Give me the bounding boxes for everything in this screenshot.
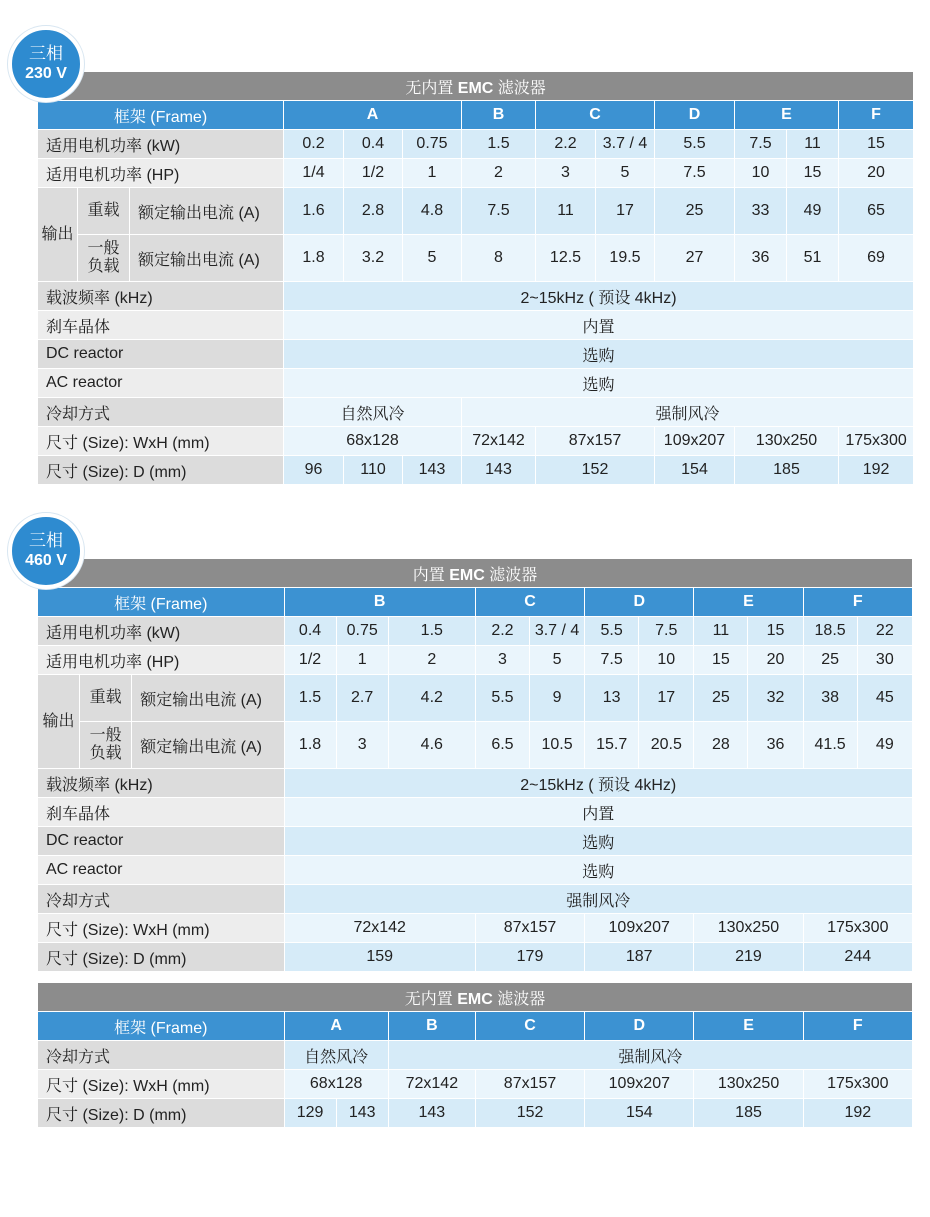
table-title-row [38, 72, 914, 101]
kw-row [38, 617, 913, 646]
normal-current-value: 12.5 [536, 235, 596, 282]
cooling-forced: 强制风冷 [284, 885, 913, 914]
voltage-badge-460 [8, 513, 84, 589]
hp-value: 1/2 [344, 159, 403, 188]
depth-row [38, 456, 914, 485]
ac-reactor-value: 选购 [284, 369, 914, 398]
frame-b: B [388, 1012, 475, 1041]
frame-f: F [803, 1012, 912, 1041]
frame-c: C [475, 588, 584, 617]
spec-table-460v-no-emc [37, 982, 913, 1128]
wxh-value: 72x142 [462, 427, 536, 456]
hp-value: 15 [787, 159, 839, 188]
hp-value: 20 [839, 159, 914, 188]
normal-current-value: 15.7 [585, 722, 639, 769]
wxh-value: 109x207 [585, 1070, 694, 1099]
frame-d: D [585, 1012, 694, 1041]
normal-current-value: 10.5 [530, 722, 585, 769]
kw-label: 适用电机功率 (kW) [38, 617, 285, 646]
hp-label: 适用电机功率 (HP) [38, 159, 284, 188]
wxh-label: 尺寸 (Size): WxH (mm) [38, 1070, 285, 1099]
kw-value: 22 [857, 617, 912, 646]
normal-current-value: 5 [403, 235, 462, 282]
depth-value: 96 [284, 456, 344, 485]
kw-value: 15 [748, 617, 803, 646]
wxh-value: 87x157 [536, 427, 655, 456]
table-title: 无内置 EMC 滤波器 [38, 72, 914, 101]
hp-value: 1 [336, 646, 388, 675]
heavy-current-value: 33 [735, 188, 787, 235]
kw-value: 1.5 [388, 617, 475, 646]
hp-value: 5 [530, 646, 585, 675]
brake-value: 内置 [284, 798, 913, 827]
wxh-label: 尺寸 (Size): WxH (mm) [38, 427, 284, 456]
heavy-duty-label: 重载 [78, 188, 130, 235]
rated-current-label: 额定输出电流 (A) [132, 675, 284, 722]
wxh-row [38, 914, 913, 943]
hp-value: 3 [536, 159, 596, 188]
ac-reactor-row [38, 369, 914, 398]
heavy-current-value: 9 [530, 675, 585, 722]
depth-value: 143 [388, 1099, 475, 1128]
table-title-row [38, 983, 913, 1012]
wxh-value: 72x142 [388, 1070, 475, 1099]
depth-value: 143 [336, 1099, 388, 1128]
depth-value: 152 [536, 456, 655, 485]
frame-label: 框架 (Frame) [38, 1012, 285, 1041]
hp-value: 2 [462, 159, 536, 188]
heavy-current-value: 17 [639, 675, 694, 722]
hp-value: 25 [803, 646, 857, 675]
wxh-label: 尺寸 (Size): WxH (mm) [38, 914, 285, 943]
cooling-natural: 自然风冷 [284, 398, 462, 427]
depth-value: 185 [735, 456, 839, 485]
heavy-current-value: 17 [596, 188, 655, 235]
heavy-current-value: 1.5 [284, 675, 336, 722]
kw-value: 2.2 [536, 130, 596, 159]
brake-label: 刹车晶体 [38, 311, 284, 340]
wxh-value: 109x207 [655, 427, 735, 456]
dc-reactor-row [38, 827, 913, 856]
carrier-value: 2~15kHz ( 预设 4kHz) [284, 769, 913, 798]
depth-value: 219 [694, 943, 803, 972]
frame-c: C [475, 1012, 584, 1041]
frame-c: C [536, 101, 655, 130]
wxh-value: 72x142 [284, 914, 475, 943]
depth-label: 尺寸 (Size): D (mm) [38, 1099, 285, 1128]
brake-row [38, 311, 914, 340]
wxh-value: 175x300 [803, 1070, 912, 1099]
frame-row [38, 1012, 913, 1041]
ac-reactor-row [38, 856, 913, 885]
hp-value: 7.5 [585, 646, 639, 675]
brake-label: 刹车晶体 [38, 798, 285, 827]
frame-f: F [839, 101, 914, 130]
heavy-current-value: 2.8 [344, 188, 403, 235]
cooling-forced: 强制风冷 [462, 398, 914, 427]
dc-reactor-value: 选购 [284, 340, 914, 369]
voltage-badge-230 [8, 26, 84, 102]
kw-value: 0.4 [344, 130, 403, 159]
heavy-current-value: 4.8 [403, 188, 462, 235]
ac-reactor-label: AC reactor [38, 369, 284, 398]
normal-current-value: 49 [857, 722, 912, 769]
normal-duty-row [38, 235, 914, 282]
depth-value: 159 [284, 943, 475, 972]
hp-value: 2 [388, 646, 475, 675]
heavy-current-value: 49 [787, 188, 839, 235]
normal-duty-label [78, 235, 130, 282]
normal-current-value: 41.5 [803, 722, 857, 769]
dc-reactor-label: DC reactor [38, 827, 285, 856]
heavy-current-value: 45 [857, 675, 912, 722]
spec-table-230v [37, 71, 914, 485]
brake-value: 内置 [284, 311, 914, 340]
kw-value: 15 [839, 130, 914, 159]
carrier-row [38, 282, 914, 311]
frame-label: 框架 (Frame) [38, 588, 285, 617]
depth-value: 192 [839, 456, 914, 485]
heavy-current-value: 11 [536, 188, 596, 235]
normal-current-value: 6.5 [475, 722, 529, 769]
badge-voltage-label: 230 V [25, 65, 67, 82]
hp-value: 7.5 [655, 159, 735, 188]
normal-current-value: 36 [735, 235, 787, 282]
wxh-value: 130x250 [735, 427, 839, 456]
heavy-current-value: 2.7 [336, 675, 388, 722]
heavy-current-value: 4.2 [388, 675, 475, 722]
frame-f: F [803, 588, 912, 617]
hp-value: 10 [639, 646, 694, 675]
depth-value: 179 [475, 943, 584, 972]
brake-row [38, 798, 913, 827]
cooling-row [38, 885, 913, 914]
kw-value: 11 [787, 130, 839, 159]
kw-value: 0.75 [403, 130, 462, 159]
carrier-label: 载波频率 (kHz) [38, 769, 285, 798]
depth-row [38, 943, 913, 972]
wxh-value: 109x207 [585, 914, 694, 943]
heavy-current-value: 5.5 [475, 675, 529, 722]
heavy-current-value: 1.6 [284, 188, 344, 235]
cooling-label: 冷却方式 [38, 398, 284, 427]
kw-value: 0.4 [284, 617, 336, 646]
carrier-label: 载波频率 (kHz) [38, 282, 284, 311]
kw-row [38, 130, 914, 159]
normal-duty-row [38, 722, 913, 769]
hp-value: 20 [748, 646, 803, 675]
frame-a: A [284, 1012, 388, 1041]
carrier-value: 2~15kHz ( 预设 4kHz) [284, 282, 914, 311]
normal-current-value: 27 [655, 235, 735, 282]
hp-value: 1 [403, 159, 462, 188]
hp-label: 适用电机功率 (HP) [38, 646, 285, 675]
heavy-duty-label: 重载 [80, 675, 132, 722]
heavy-current-value: 7.5 [462, 188, 536, 235]
normal-current-value: 51 [787, 235, 839, 282]
hp-value: 5 [596, 159, 655, 188]
wxh-value: 175x300 [803, 914, 912, 943]
wxh-row [38, 1070, 913, 1099]
wxh-value: 130x250 [694, 914, 803, 943]
depth-value: 154 [655, 456, 735, 485]
frame-row [38, 101, 914, 130]
normal-current-value: 69 [839, 235, 914, 282]
depth-value: 143 [403, 456, 462, 485]
normal-current-value: 3.2 [344, 235, 403, 282]
depth-value: 152 [475, 1099, 584, 1128]
hp-value: 30 [857, 646, 912, 675]
frame-row [38, 588, 913, 617]
table-title: 内置 EMC 滤波器 [38, 559, 913, 588]
normal-current-value: 1.8 [284, 722, 336, 769]
depth-value: 154 [585, 1099, 694, 1128]
kw-value: 0.75 [336, 617, 388, 646]
dc-reactor-value: 选购 [284, 827, 913, 856]
rated-current-label: 额定输出电流 (A) [130, 235, 284, 282]
normal-current-value: 8 [462, 235, 536, 282]
cooling-forced: 强制风冷 [388, 1041, 912, 1070]
wxh-value: 87x157 [475, 1070, 584, 1099]
spec-table-460v [37, 558, 913, 972]
kw-value: 5.5 [585, 617, 639, 646]
hp-value: 1/2 [284, 646, 336, 675]
normal-current-value: 36 [748, 722, 803, 769]
wxh-value: 130x250 [694, 1070, 803, 1099]
depth-value: 129 [284, 1099, 336, 1128]
frame-label: 框架 (Frame) [38, 101, 284, 130]
cooling-label: 冷却方式 [38, 1041, 285, 1070]
normal-duty-text: 一般负载 [87, 240, 120, 275]
output-label: 输出 [38, 675, 80, 769]
badge-phase-label: 三相 [29, 531, 63, 550]
depth-value: 143 [462, 456, 536, 485]
cooling-label: 冷却方式 [38, 885, 285, 914]
kw-value: 1.5 [462, 130, 536, 159]
normal-duty-text: 一般负载 [89, 727, 122, 762]
hp-value: 15 [694, 646, 748, 675]
depth-value: 185 [694, 1099, 803, 1128]
kw-label: 适用电机功率 (kW) [38, 130, 284, 159]
kw-value: 11 [694, 617, 748, 646]
normal-current-value: 1.8 [284, 235, 344, 282]
heavy-current-value: 25 [655, 188, 735, 235]
depth-value: 110 [344, 456, 403, 485]
frame-e: E [694, 1012, 803, 1041]
wxh-value: 68x128 [284, 1070, 388, 1099]
heavy-current-value: 32 [748, 675, 803, 722]
frame-b: B [284, 588, 475, 617]
hp-row [38, 646, 913, 675]
normal-current-value: 20.5 [639, 722, 694, 769]
normal-duty-label [80, 722, 132, 769]
output-label: 输出 [38, 188, 78, 282]
frame-e: E [694, 588, 803, 617]
heavy-current-value: 65 [839, 188, 914, 235]
heavy-current-value: 13 [585, 675, 639, 722]
normal-current-value: 19.5 [596, 235, 655, 282]
heavy-current-value: 38 [803, 675, 857, 722]
table-title-row [38, 559, 913, 588]
kw-value: 2.2 [475, 617, 529, 646]
cooling-row [38, 398, 914, 427]
hp-row [38, 159, 914, 188]
wxh-row [38, 427, 914, 456]
depth-row [38, 1099, 913, 1128]
kw-value: 3.7 / 4 [596, 130, 655, 159]
wxh-value: 87x157 [475, 914, 584, 943]
badge-phase-label: 三相 [29, 44, 63, 63]
depth-value: 244 [803, 943, 912, 972]
heavy-current-value: 25 [694, 675, 748, 722]
heavy-duty-row [38, 675, 913, 722]
badge-voltage-label: 460 V [25, 552, 67, 569]
cooling-natural: 自然风冷 [284, 1041, 388, 1070]
frame-d: D [585, 588, 694, 617]
normal-current-value: 3 [336, 722, 388, 769]
wxh-value: 68x128 [284, 427, 462, 456]
kw-value: 0.2 [284, 130, 344, 159]
rated-current-label: 额定输出电流 (A) [130, 188, 284, 235]
depth-label: 尺寸 (Size): D (mm) [38, 456, 284, 485]
normal-current-value: 4.6 [388, 722, 475, 769]
kw-value: 5.5 [655, 130, 735, 159]
wxh-value: 175x300 [839, 427, 914, 456]
kw-value: 7.5 [735, 130, 787, 159]
ac-reactor-label: AC reactor [38, 856, 285, 885]
table-title: 无内置 EMC 滤波器 [38, 983, 913, 1012]
frame-e: E [735, 101, 839, 130]
frame-d: D [655, 101, 735, 130]
frame-a: A [284, 101, 462, 130]
depth-label: 尺寸 (Size): D (mm) [38, 943, 285, 972]
kw-value: 7.5 [639, 617, 694, 646]
depth-value: 192 [803, 1099, 912, 1128]
heavy-duty-row [38, 188, 914, 235]
ac-reactor-value: 选购 [284, 856, 913, 885]
normal-current-value: 28 [694, 722, 748, 769]
rated-current-label: 额定输出电流 (A) [132, 722, 284, 769]
hp-value: 10 [735, 159, 787, 188]
carrier-row [38, 769, 913, 798]
dc-reactor-label: DC reactor [38, 340, 284, 369]
hp-value: 1/4 [284, 159, 344, 188]
depth-value: 187 [585, 943, 694, 972]
hp-value: 3 [475, 646, 529, 675]
kw-value: 3.7 / 4 [530, 617, 585, 646]
kw-value: 18.5 [803, 617, 857, 646]
cooling-row [38, 1041, 913, 1070]
dc-reactor-row [38, 340, 914, 369]
frame-b: B [462, 101, 536, 130]
